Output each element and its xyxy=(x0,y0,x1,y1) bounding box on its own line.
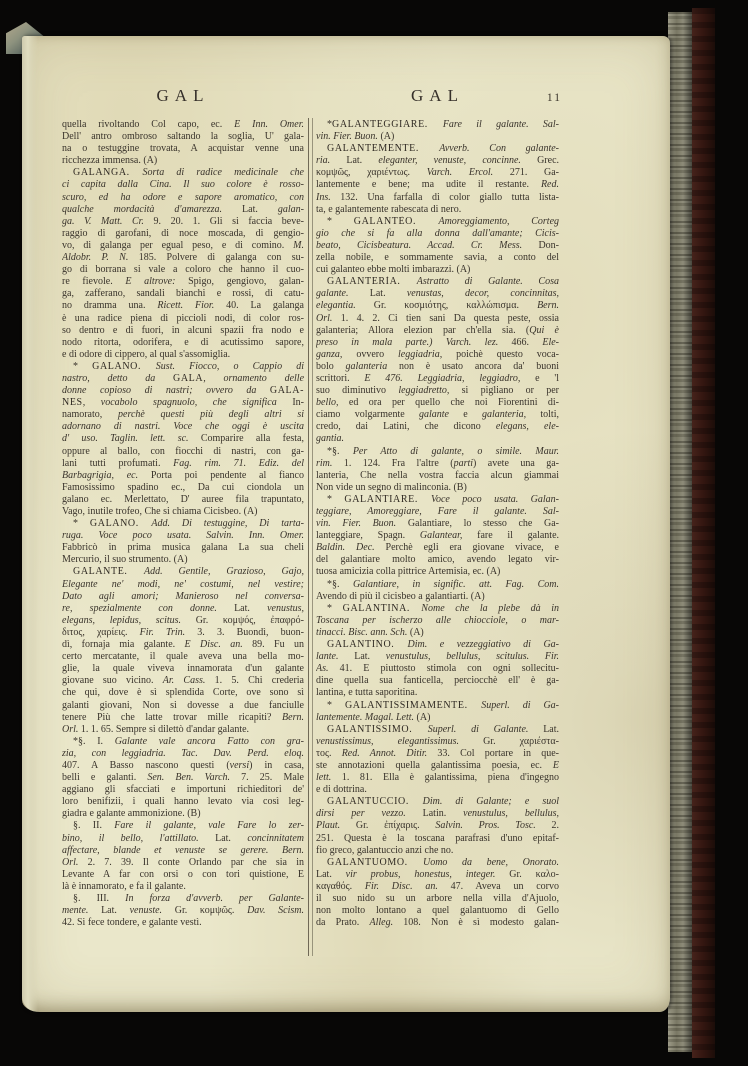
text-line: lantemente. Magal. Lett. (A) xyxy=(316,711,431,723)
text-line: ricchezza immensa. (A) xyxy=(62,155,158,167)
text-line: Dato agli amori; Manieroso nel conversa- xyxy=(62,590,304,602)
text-line: 251. Questa è la toscana parafrasi d'uno epitaf- xyxy=(316,832,559,844)
text-line: Toscana per ischerzo alle chiocciole, o mar- xyxy=(316,614,559,626)
text-line: non molto lontano a quel galantuomo di Gello xyxy=(316,905,559,917)
text-line: As. 41. E piuttosto stimola con ogni sollecitu- xyxy=(316,663,559,675)
text-line: namorato, perchè questi più degli altri si xyxy=(62,409,304,421)
text-line: * GALANTINA. Nome che la plebe dà in xyxy=(327,602,559,614)
text-line: credo, dai Latini, che dicono elegans, ele- xyxy=(316,421,559,433)
text-line: Baldin. Dec. Perchè egli era giovane vivace, e xyxy=(316,542,559,554)
text-line: ga. V. Matt. Cr. 9. 20. 1. Gli si faccia beve- xyxy=(62,215,304,227)
text-line: καγαθός. Fir. Disc. an. 47. Aveva un corvo xyxy=(316,880,559,892)
text-line: zella nobile, e sommamente savia, a conto del xyxy=(316,252,559,264)
text-line: galano ec. Merlettato, D' auree fila trapuntato, xyxy=(62,493,304,505)
text-line: zia, con leggiadria. Tac. Dav. Perd. eloq. xyxy=(62,747,304,759)
text-line: preso in mala parte.) Varch. lez. 466. Ele- xyxy=(316,336,559,348)
page-number: 11 xyxy=(546,92,562,104)
text-line: è una radice piena di piccioli nodi, di color ros- xyxy=(62,312,304,324)
page-fore-edge xyxy=(668,12,693,1052)
text-line: fio greco, galantuccio anzi che no. xyxy=(316,844,454,856)
text-line: vo, di galanga per egual peso, e di comino. M. xyxy=(62,239,304,251)
text-line: διτος, χαρίεις. Fir. Trin. 3. 3. Buondì, buon- xyxy=(62,626,304,638)
text-line: del galantiare molto amico, avendo legato vir- xyxy=(316,554,559,566)
text-line: certo mercatante, il quale aveva una bella mo- xyxy=(62,651,304,663)
text-line: Aldobr. P. N. 185. Polvere di galanga con su- xyxy=(62,252,304,264)
text-line: Non vide un segno di malinconia. (B) xyxy=(316,481,467,493)
text-line: aggiano gli sfacciati e importuni richieditori de' xyxy=(62,784,304,796)
text-line: gantia. xyxy=(316,433,345,445)
text-line: quella rivoltando Col capo, ec. E Inn. Omer. xyxy=(62,119,304,130)
text-column-left xyxy=(62,119,304,929)
text-line: qualche mordacità d'amarezza. Lat. galan- xyxy=(62,203,304,215)
text-line: raggio di garofani, di noce moscada, di gengio- xyxy=(62,227,304,239)
text-line: belli e galanti. Sen. Ben. Varch. 7. 25. Male xyxy=(62,772,304,784)
text-line: Mercurio, il suo strumento. (A) xyxy=(62,554,188,566)
text-line: *§. Per Atto di galante, o simile. Maur. xyxy=(327,445,559,457)
text-line: lett. 1. 81. Ella è galantissima, piena d'ingegno xyxy=(316,772,559,784)
book-cover-edge xyxy=(692,8,715,1058)
text-line: lanteria, Che nella vostra faccia alcun giammai xyxy=(316,469,559,481)
text-line: * GALANTÈO. Amoreggiamento, Corteg xyxy=(327,215,559,227)
text-line: cui galanteo ebbe molti imbarazzi. (A) xyxy=(316,264,471,276)
text-line: scuro, ed ha odore e sapore aromatico, con xyxy=(62,191,304,203)
text-line: GALANTUOMO. Uomo da bene, Onorato. xyxy=(327,856,559,868)
text-line: GALANTUCCIO. Dim. di Galante; e suol xyxy=(327,796,559,808)
column-divider xyxy=(312,118,313,956)
text-line: go di borrana si vale a coloro che hanno il cuo- xyxy=(62,264,304,276)
text-line: Orl. 2. 7. 39. Il conte Orlando par che sia in xyxy=(62,856,304,868)
text-line: *GALANTEGGIARE. Fare il galante. Sal- xyxy=(327,119,559,130)
text-line: Fabbricò in prima musica galana La sua cheli xyxy=(62,542,304,554)
text-line: ganza, ovvero leggiadria, poichè questo voca- xyxy=(316,348,559,360)
text-line: tenere Più che latte trovar mille ricapiti? Bern. xyxy=(62,711,304,723)
text-line: venustissimus, elegantissimus. Gr. χαριέστα- xyxy=(316,735,559,747)
text-line: Lat. vir probus, honestus, integer. Gr. καλο- xyxy=(316,868,559,880)
text-line: suo diminutivo leggiadretto, si pigliano or per xyxy=(316,385,559,397)
text-line: nodo ritorta, odorifera, e di acutissimo sapore, xyxy=(62,336,304,348)
text-line: Avendo di più il cicisbeo a galantiarti. (A) xyxy=(316,590,485,602)
text-line: oppure al ballo, con fiocchi di nastri, con ga- xyxy=(62,445,304,457)
text-line: GALANTERÌA. Astratto di Galante. Cosa xyxy=(327,276,559,288)
text-line: §. III. In forza d'avverb. per Galante- xyxy=(73,893,304,904)
text-line: GALANGA. Sorta di radice medicinale che xyxy=(73,167,304,179)
text-line: * GALANO. Add. Di testuggine, Di tarta- xyxy=(73,518,304,530)
text-line: vin. Fier. Buon. Galantiare, lo stesso che Ga- xyxy=(316,518,559,530)
column-divider xyxy=(308,118,309,956)
text-line: NES, vocabolo spagnuolo, che significa In- xyxy=(62,397,304,409)
text-line: che qui, dove è sì splendida Corte, ove sono sì xyxy=(62,687,304,699)
text-line: ciamo volgarmente galante e galanteria, tolti, xyxy=(316,409,559,421)
text-line: ria. Lat. eleganter, venuste, concinne. Grec. xyxy=(316,155,559,167)
text-line: 42. Si fece tondere, e galante vestì. xyxy=(62,917,202,929)
text-line: Levante A far con orsi o con tori quistione, E xyxy=(62,868,304,880)
text-line: loro benifizii, i quali hanno levato via così leg- xyxy=(62,796,304,808)
text-line: ga, zafferano, sandali bianchi e rossi, di catu- xyxy=(62,288,304,300)
text-line: elegans, lepidus, scitus. Gr. κομψός, ἐπαφρό- xyxy=(62,614,304,626)
text-line: ci capita dalla Cina. Il suo colore è rosso- xyxy=(62,179,304,191)
text-line: * GALANO. Sust. Fiocco, o Cappio di xyxy=(73,360,304,372)
book-page xyxy=(22,36,670,1012)
text-line: κομψῶς, χαριέντως. Varch. Ercol. 271. Ga- xyxy=(316,167,559,179)
text-line: lante. Lat. venustulus, bellulus, scitulus. Fir. xyxy=(316,651,559,663)
text-line: lani tutti profumati. Fag. rim. 71. Ediz. del xyxy=(62,457,304,469)
text-line: Dell' antro ombroso saltando la soglia, U' gala- xyxy=(62,131,304,143)
text-line: donne copioso di nastri; ovvero da GALA- xyxy=(62,385,304,397)
text-line: dirsi per vezzo. Latin. venustulus, bellulus, xyxy=(316,808,559,820)
text-line: ruga. Voce poco usata. Salvin. Inn. Omer. xyxy=(62,530,304,542)
text-line: Plaut. Gr. ἐπίχαρις. Salvin. Pros. Tosc. 2. xyxy=(316,820,559,832)
text-line: GALANTE. Add. Gentile, Grazioso, Gajo, xyxy=(73,566,304,578)
running-head-right: GAL xyxy=(411,86,464,105)
text-line: bello, ed ora per quello che noi Fiorentini di- xyxy=(316,397,559,409)
text-line: Vago, inutile trofeo, Che si chiama Cicisbeo. (A) xyxy=(62,506,258,517)
text-line: d' uso. Taglin. lett. sc. Comparire alla festa, xyxy=(62,433,304,445)
text-line: bolo galanteria non è usato ancora da' buoni xyxy=(316,360,559,372)
text-line: giovane suo vicino. Ar. Cass. 1. 5. Chi crederia xyxy=(62,675,304,687)
text-line: adornano di nastri. Voce che oggi è uscita xyxy=(62,421,304,433)
running-head-left: GAL xyxy=(156,86,210,105)
text-line: *§. Galantiare, in signific. att. Fag. Com. xyxy=(327,578,559,590)
text-line: e di dottrina. xyxy=(316,784,367,796)
text-line: GALANTEMENTE. Avverb. Con galante- xyxy=(327,143,559,155)
text-line: elegantia. Gr. κοσμιότης, καλλώπισμα. Bern. xyxy=(316,300,559,312)
text-line: gio che si fa alla donna dall'amante; Cicis- xyxy=(316,227,559,239)
text-line: galanti giovani, Non si dovesse a due fanciulle xyxy=(62,699,304,711)
text-line: giadra e galante ammonizione. (B) xyxy=(62,808,201,820)
text-line: ste annotazioni quella galantissima poesia, ec. E xyxy=(316,759,559,771)
text-line: Barbagrigia, ec. Porta poi pendente al fianco xyxy=(62,469,304,481)
text-line: glie, la quale viveva innamorata d'un galante xyxy=(62,663,304,675)
text-line: τος. Red. Annot. Ditir. 33. Col portare in que- xyxy=(316,747,559,759)
text-line: e di odore di cippero, al qual s'assomiglia. xyxy=(62,348,231,360)
text-line: lantina, e tutta saporitina. xyxy=(316,687,418,699)
text-line: galanteria; Allora elezion par ch'ella sia. (Qui è xyxy=(316,324,559,336)
text-line: rim. 1. 124. Fra l'altre (parti) avete una ga- xyxy=(316,457,559,469)
text-line: tinacci. Bisc. ann. Sch. (A) xyxy=(316,626,424,638)
text-line: Famosissimo spadino ec., Da cui ciondola un xyxy=(62,481,304,493)
text-line: * GALANTISSIMAMENTE. Superl. di Ga- xyxy=(327,699,559,711)
text-line: re, spezialmente con donne. Lat. venustus, xyxy=(62,602,304,614)
text-line: bino, il bello, l'attillato. Lat. concinnitatem xyxy=(62,832,304,844)
text-line: dì, fornaja mia galante. E Disc. an. 89. Fu un xyxy=(62,639,304,651)
text-line: scrittori. E 476. Leggiadria, leggiadro, e 'l xyxy=(316,372,559,384)
text-line: Elegante ne' modi, ne' costumi, nel vestire; xyxy=(62,578,304,590)
text-line: 407. A Basso nascono questi (versi) in casa, xyxy=(62,759,304,771)
text-column-right xyxy=(316,119,559,929)
text-line: so dentro e di fuori, in alcuni spazii fra nodo e xyxy=(62,324,304,336)
text-line: re fievole. E altrove: Spigo, gengiovo, galan- xyxy=(62,276,304,288)
text-line: beato, Cicisbeatura. Accad. Cr. Mess. Don- xyxy=(316,239,559,251)
text-line: na o testuggine trovata, A acquistar venne una xyxy=(62,143,304,155)
text-line: GALANTISSIMO. Superl. di Galante. Lat. xyxy=(327,723,559,735)
text-line: affectare, blande et venuste se gerere. Bern. xyxy=(62,844,304,856)
text-line: vin. Fier. Buon. (A) xyxy=(316,131,395,143)
text-line: * GALANTIARE. Voce poco usata. Galan- xyxy=(327,493,559,505)
text-line: Ins. 132. Una farfalla di color giallo tutta lista- xyxy=(316,191,559,203)
text-line: teggiare, Amoreggiare, Fare il galante. Sal- xyxy=(316,506,559,517)
text-line: *§. I. Galante vale ancora Fatto con gra- xyxy=(73,735,304,747)
text-line: tuosa amicizia colla pittrice Artemisia, ec. (A) xyxy=(316,566,501,578)
text-line: GALANTINO. Dim. e vezzeggiativo di Ga- xyxy=(327,639,559,651)
text-line: dine quella sua fanticella, perciocchè ell' è ga- xyxy=(316,675,559,687)
text-line: no dramma una. Ricett. Fior. 40. La galanga xyxy=(62,300,304,312)
text-line: nastro, detto da GALA, ornamento delle xyxy=(62,372,304,384)
text-line: Orl. 1. 4. 2. Ci tien sani Da questa peste, ossia xyxy=(316,312,559,324)
text-line: lanteggiare, Spagn. Galantear, fare il galante. xyxy=(316,530,559,542)
text-line: Orl. 1. 1. 65. Sempre si dilettò d'andar galante. xyxy=(62,723,250,735)
text-line: da Prato. Alleg. 108. Non è sì modesto galan- xyxy=(316,917,559,929)
text-line: mente. Lat. venuste. Gr. κομψῶς. Dav. Scism. xyxy=(62,905,304,917)
text-line: ta, e galantemente rabescata di nero. xyxy=(316,203,462,215)
text-line: il suo nido su un arbore nella villa d'Ajuolo, xyxy=(316,893,559,904)
text-line: galante. Lat. venustas, decor, concinnitas, xyxy=(316,288,559,300)
text-line: §. II. Fare il galante, vale Fare lo zer- xyxy=(73,820,304,832)
text-line: là è innamorato, e fa il galante. xyxy=(62,880,186,892)
text-line: lantemente e bene; ma udite il restante. Red. xyxy=(316,179,559,191)
